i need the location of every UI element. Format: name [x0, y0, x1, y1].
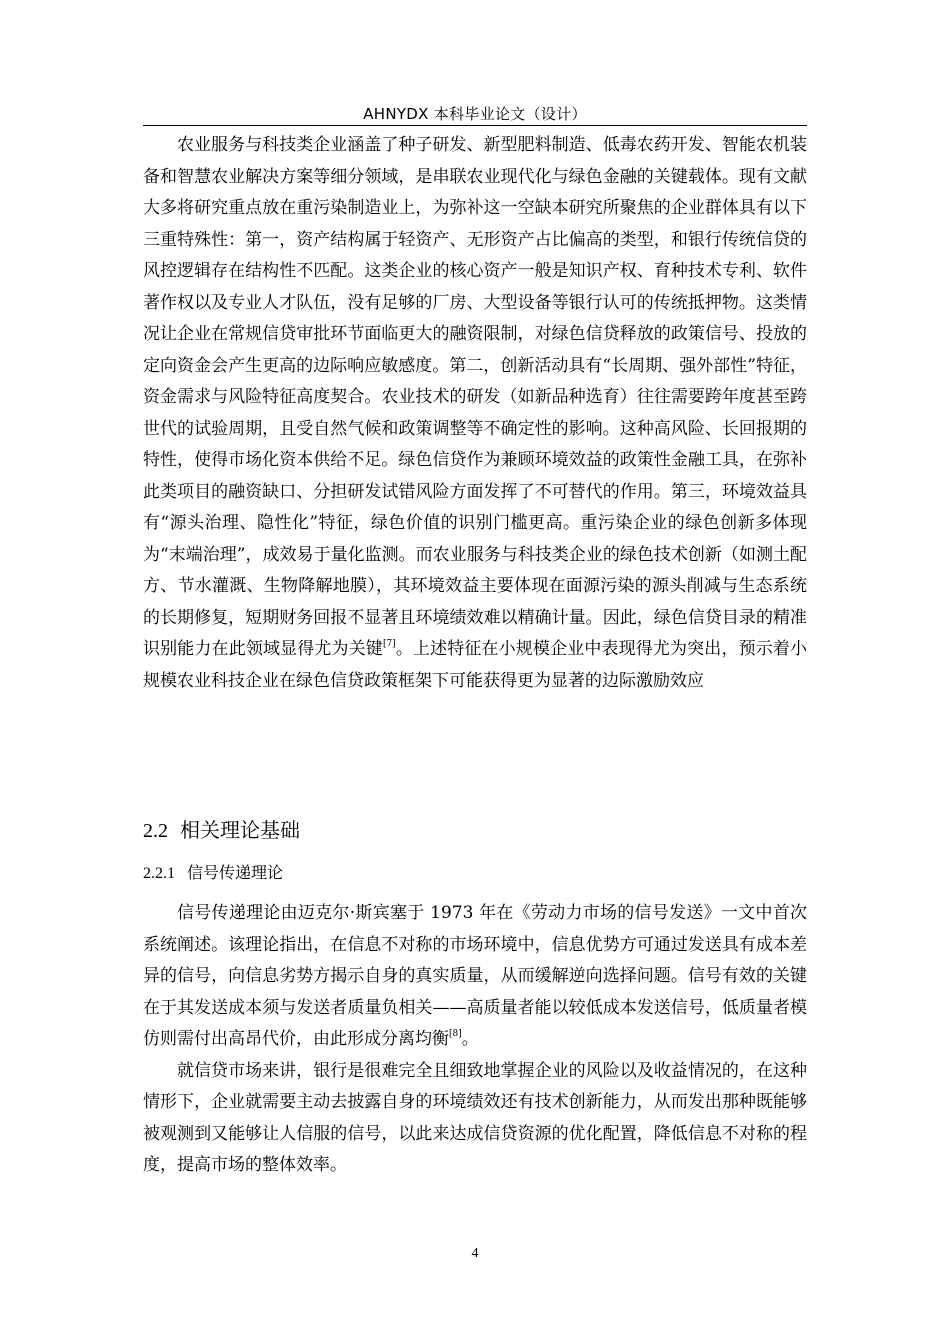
signal-text-1: 信号传递理论由迈克尔·斯宾塞于 1973 年在《劳动力市场的信号发送》一文中首次系统阐述。该理论指出，在信息不对称的市场环境中，信息优势方可通过发送具有成本差异的信号，向信息劣势方揭示自身的真实质量，从而缓解逆向选择问题。信号有效的关键在于其发送成本须与发送者质量负相关——高质量者能以较低成本发送信号，低质量者模仿则需付出高昂代价，由此形成分离均衡	[143, 903, 807, 1049]
signal-paragraph-1	[143, 898, 807, 1056]
intro-text-end: 。上述特征在小规模企业中表现得尤为突出，预示着小规模农业科技企业在绿色信贷政策框架下可能获得更为显著的边际激励效应	[143, 639, 808, 691]
signal-text-1-end: 。	[461, 1029, 479, 1049]
citation-7: [7]	[382, 639, 396, 649]
signal-theory-section	[143, 898, 807, 1182]
subsection-number: 2.2.1	[143, 865, 175, 882]
subsection-title: 信号传递理论	[187, 863, 284, 882]
section-heading	[143, 816, 300, 845]
subsection-heading	[143, 862, 283, 885]
intro-paragraph	[143, 130, 807, 697]
intro-section	[143, 130, 807, 697]
citation-8: [8]	[449, 1029, 462, 1039]
signal-paragraph-2: 就信贷市场来讲，银行是很难完全且细致地掌握企业的风险以及收益情况的，在这种情形下，企业就需要主动去披露自身的环境绩效还有技术创新能力，从而发出那种既能够被观测到又能够让人信服的信号，以此来达成信贷资源的优化配置，降低信息不对称的程度，提高市场的整体效率。	[143, 1060, 807, 1175]
running-header: AHNYDX 本科毕业论文（设计）	[363, 105, 587, 123]
intro-text: 农业服务与科技类企业涵盖了种子研发、新型肥料制造、低毒农药开发、智能农机装备和智慧农业解决方案等细分领域，是串联农业现代化与绿色金融的关键载体。现有文献大多将研究重点放在重污染制造业上，为弥补这一空缺本研究所聚焦的企业群体具有以下三重特殊性：第一，资产结构属于轻资产、无形资产占比偏高的类型，和银行传统信贷的风控逻辑存在结构性不匹配。这类企业的核心资产一般是知识产权、育种技术专利、软件著作权以及专业人才队伍，没有足够的厂房、大型设备等银行认可的传统抵押物。这类情况让企业在常规信贷审批环节面临更大的融资限制，对绿色信贷释放的政策信号、投放的定向资金会产生更高的边际响应敏感度。第二，创新活动具有“长周期、强外部性”特征，资金需求与风险特征高度契合。农业技术的研发（如新品种选育）往往需要跨年度甚至跨世代的试验周期，且受自然气候和政策调整等不确定性的影响。这种高风险、长回报期的特性，使得市场化资本供给不足。绿色信贷作为兼顾环境效益的政策性金融工具，在弥补此类项目的融资缺口、分担研发试错风险方面发挥了不可替代的作用。第三，环境效益具有“源头治理、隐性化”特征，绿色价值的识别门槛更高。重污染企业的绿色创新多体现为“末端治理”，成效易于量化监测。而农业服务与科技类企业的绿色技术创新（如测土配方、节水灌溉、生物降解地膜），其环境效益主要体现在面源污染的源头削减与生态系统的长期修复，短期财务回报不显著且环境绩效难以精确计量。因此，绿色信贷目录的精准识别能力在此领域显得尤为关键	[143, 135, 807, 659]
section-title: 相关理论基础	[180, 818, 300, 842]
header-rule	[143, 125, 807, 126]
page-number: 4	[471, 1246, 479, 1261]
section-number: 2.2	[143, 820, 168, 842]
